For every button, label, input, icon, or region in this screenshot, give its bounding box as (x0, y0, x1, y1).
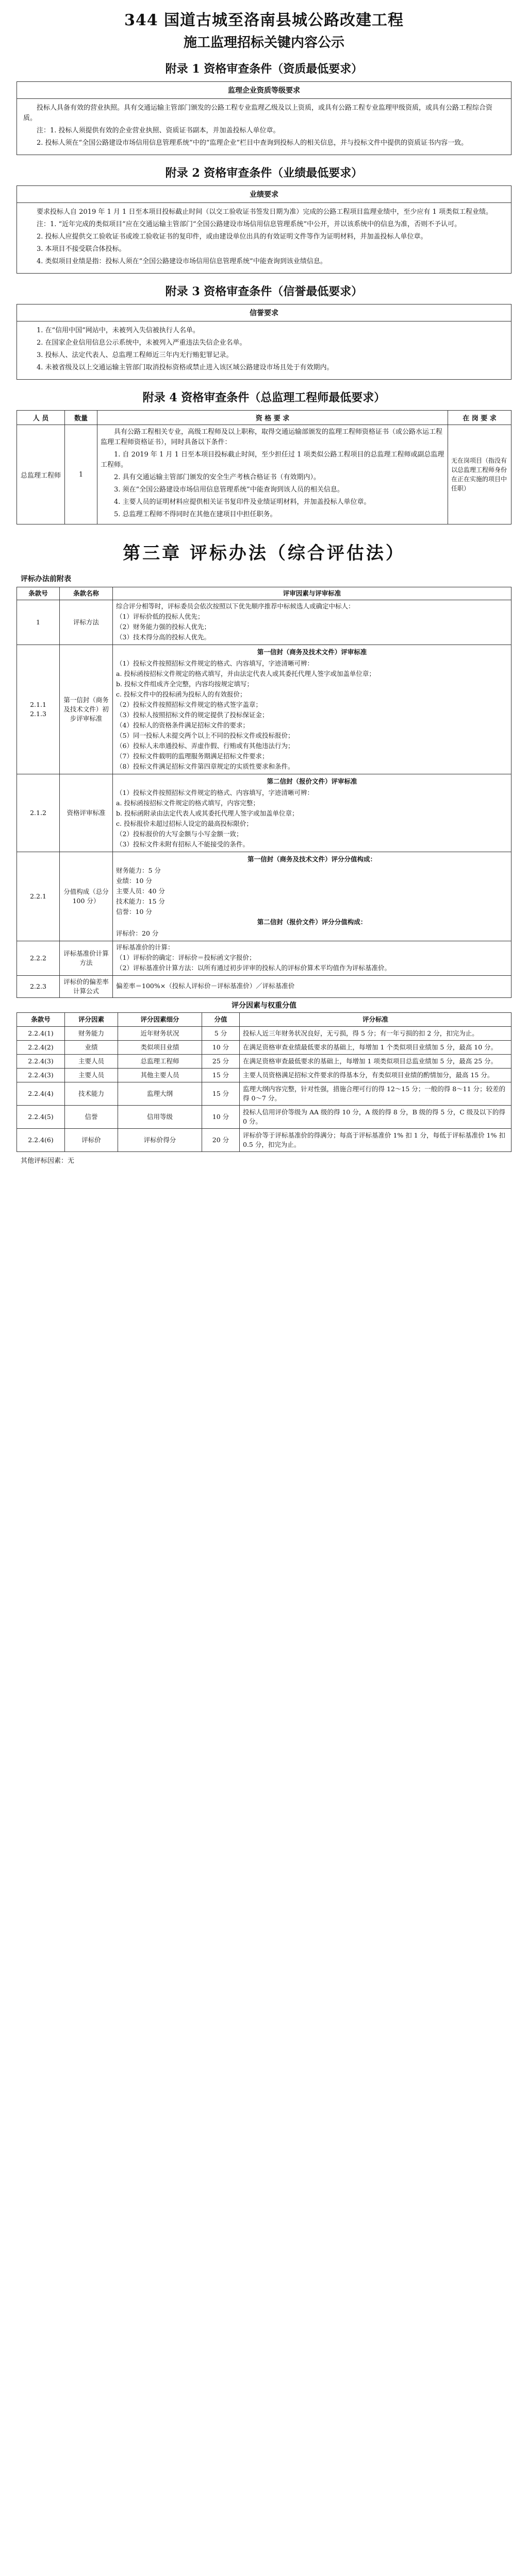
table-row (17, 1069, 512, 1082)
table-row (17, 941, 512, 976)
score-factor: 信誉 (65, 1106, 118, 1129)
column-header: 条款名称 (60, 587, 113, 600)
scoring-table (16, 1012, 512, 1152)
table-row (17, 852, 512, 941)
standard-line: c. 投标文件中的投标函为投标人的有效报价； (116, 690, 246, 698)
appendix-3-box (16, 304, 512, 380)
appendix-3-paragraph: 2. 在国家企业信用信息公示系统中，未被列入严重违法失信企业名单。 (37, 339, 246, 347)
appendix-2-title: 附录 2 资格审查条件（业绩最低要求） (165, 166, 363, 180)
standard-line: （1）评标价的确定：评标价＝投标函文字报价； (116, 954, 256, 961)
column-header: 在 岗 要 求 (448, 411, 512, 425)
appendix-4-table (16, 410, 512, 524)
appendix-1-paragraph: 投标人具备有效的营业执照。具有交通运输主管部门颁发的公路工程专业监理乙级及以上资质，或具有公路工程专业监理甲级资质，或具有公路工程综合资质。 (23, 104, 493, 122)
chapter-3-title: 第三章 评标办法（综合评估法） (123, 543, 405, 564)
appendix-3-paragraph: 1. 在“信用中国”网站中，未被列入失信被执行人名单。 (37, 327, 200, 334)
column-header: 评审因素与评审标准 (113, 587, 512, 600)
standard-line: （7）投标文件载明的监理服务期满足招标文件要求； (116, 752, 269, 760)
appendix-2-paragraph: 注：1. “近年完成的类似项目”应在交通运输主管部门“全国公路建设市场信用信息管理系统”中公开，并以该系统中的信息为准，否则不予认可。 (37, 221, 461, 228)
standard-line: （3）技术得分高的投标人优先。 (116, 633, 210, 641)
score-standard: 在满足资格审查业绩最低要求的基础上，每增加 1 个类似项目业绩加 5 分，最高 10 分。 (240, 1041, 512, 1055)
role-cell: 总监理工程师 (17, 425, 65, 524)
requirement-line: 4. 主要人员的证明材料应提供相关证书复印件及业绩证明材料，并加盖投标人单位章。 (114, 498, 371, 506)
standard-line: 业绩：10 分 (116, 877, 152, 885)
standard-line: a. 投标函按招标文件规定的格式填写，并由法定代表人或其委托代理人签字或加盖单位章； (116, 670, 375, 677)
score-subfactor: 近年财务状况 (118, 1027, 202, 1041)
document-title: 344 国道古城至洛南县城公路改建工程 (124, 11, 404, 29)
score-value: 10 分 (202, 1106, 240, 1129)
appendix-3-box-head: 信誉要求 (17, 304, 511, 321)
standard-line: 评标基准价的计算： (116, 943, 174, 951)
appendix-3-body (17, 321, 511, 379)
standard-line: （5）同一投标人未提交两个以上不同的投标文件或投标报价； (116, 732, 294, 739)
score-subfactor: 评标价得分 (118, 1129, 202, 1152)
score-standard: 主要人员资格满足招标文件要求的得基本分，有类似项目业绩的酌情加分，最高 15 分。 (240, 1069, 512, 1082)
score-factor: 业绩 (65, 1041, 118, 1055)
column-header: 人 员 (17, 411, 65, 425)
column-header: 数量 (65, 411, 97, 425)
clause-name: 评标价的偏差率计算公式 (60, 976, 113, 998)
clause-number: 2.2.4(5) (17, 1106, 65, 1129)
standard-line: 偏差率＝100%×（投标人评标价－评标基准价）／评标基准价 (116, 982, 295, 990)
requirements-cell (97, 425, 448, 524)
clause-number: 2.2.2 (17, 941, 60, 976)
table-row (17, 774, 512, 852)
standard-line: b. 投标函附录由法定代表人或其委托代理人签字或加盖单位章； (116, 809, 299, 817)
table-row (17, 645, 512, 774)
score-standard: 投标人近三年财务状况良好，无亏损，得 5 分；有一年亏损的扣 2 分，扣完为止。 (240, 1027, 512, 1041)
standard-line: （6）投标人未串通投标、弄虚作假、行贿或有其他违法行为； (116, 742, 294, 750)
appendix-1-box-head: 监理企业资质等级要求 (17, 82, 511, 99)
clause-standard (113, 941, 512, 976)
clause-name: 评标方法 (60, 600, 113, 645)
column-header: 评分因素细分 (118, 1013, 202, 1027)
standard-line: （2）评标基准价计算方法：以所有通过初步评审的投标人的评标价算术平均值作为评标基准价。 (116, 964, 391, 972)
footnote: 其他评标因素：无 (21, 1157, 75, 1165)
score-subfactor: 其他主要人员 (118, 1069, 202, 1082)
score-subfactor: 总监理工程师 (118, 1055, 202, 1069)
standard-line: （2）投标报价的大写金额与小写金额一致； (116, 830, 243, 838)
standard-line: 评标价：20 分 (116, 929, 159, 937)
standard-line: （1）评标价低的投标人优先； (116, 613, 204, 620)
clause-standard (113, 645, 512, 774)
appendix-2-paragraph: 3. 本项目不接受联合体投标。 (37, 245, 126, 253)
requirement-line: 5. 总监理工程师不得同时在其他在建项目中担任职务。 (114, 511, 277, 518)
appendix-2-body (17, 203, 511, 273)
score-value: 20 分 (202, 1129, 240, 1152)
requirement-line: 具有公路工程相关专业，高级工程师及以上职称，取得交通运输部颁发的监理工程师资格证书（或公路水运工程监理工程师资格证书），同时具备以下条件： (101, 428, 443, 446)
clause-standard (113, 976, 512, 998)
standard-line: a. 投标函按招标文件规定的格式填写，内容完整； (116, 799, 259, 807)
table-row (17, 1082, 512, 1106)
score-standard: 在满足资格审查最低要求的基础上，每增加 1 项类似项目总监业绩加 5 分，最高 25 分。 (240, 1055, 512, 1069)
clause-number: 2.2.1 (17, 852, 60, 941)
standard-line: （2）财务能力强的投标人优先； (116, 623, 210, 631)
appendix-1-body (17, 99, 511, 155)
standard-line: （8）投标文件满足招标文件第四章规定的实质性要求和条件。 (116, 762, 294, 770)
appendix-1-box (16, 81, 512, 155)
clause-number: 2.2.4(6) (17, 1129, 65, 1152)
table-row (17, 976, 512, 998)
table-row (17, 600, 512, 645)
requirement-line: 1. 自 2019 年 1 月 1 日至本项目投标截止时间，至少担任过 1 项类似公路工程项目的总监理工程师或副总监理工程师。 (101, 451, 444, 469)
score-standard: 投标人信用评价等级为 AA 级的得 10 分，A 级的得 8 分，B 级的得 5 分，C 级及以下的得 0 分。 (240, 1106, 512, 1129)
score-standard: 评标价等于评标基准价的得满分；每高于评标基准价 1% 扣 1 分，每低于评标基准价 1% 扣 0.5 分，扣完为止。 (240, 1129, 512, 1152)
clause-number: 2.2.3 (17, 976, 60, 998)
clause-number: 1 (17, 600, 60, 645)
clause-standard (113, 774, 512, 852)
column-header: 分值 (202, 1013, 240, 1027)
score-value: 5 分 (202, 1027, 240, 1041)
score-value: 10 分 (202, 1041, 240, 1055)
appendix-3-paragraph: 3. 投标人、法定代表人、总监理工程师近三年内无行贿犯罪记录。 (37, 351, 233, 359)
table-header-row (17, 587, 512, 600)
score-standard: 监理大纲内容完整，针对性强，措施合理可行的得 12～15 分；一般的得 8～11 分；较差的得 0～7 分。 (240, 1082, 512, 1106)
score-value: 15 分 (202, 1069, 240, 1082)
standard-line: 技术能力：15 分 (116, 897, 165, 905)
appendix-2-box-head: 业绩要求 (17, 186, 511, 203)
appendix-2-paragraph: 2. 投标人应提供交工验收证书或竣工验收证书的复印件，或由建设单位出具的有效证明文件等作为证明材料，并加盖投标人单位章。 (37, 233, 427, 241)
appendix-1-title: 附录 1 资格审查条件（资质最低要求） (165, 62, 363, 76)
score-factor: 财务能力 (65, 1027, 118, 1041)
appendix-4-title: 附录 4 资格审查条件（总监理工程师最低要求） (142, 391, 386, 404)
duty-cell: 无在岗项目（指没有以总监理工程师身份在正在实施的项目中任职） (448, 425, 512, 524)
table-row (17, 1041, 512, 1055)
score-value: 15 分 (202, 1082, 240, 1106)
document-page (6, 0, 522, 1165)
score-factor: 技术能力 (65, 1082, 118, 1106)
table-header-row (17, 1013, 512, 1027)
standard-line: 综合评分相等时，评标委员会依次按照以下优先顺序推荐中标候选人或确定中标人： (116, 602, 355, 610)
column-header: 评分因素 (65, 1013, 118, 1027)
standard-line: （2）投标文件按照招标文件规定的格式签字盖章； (116, 701, 262, 708)
clause-number: 2.2.4(3) (17, 1069, 65, 1082)
appendix-1-paragraph: 注：1. 投标人须提供有效的企业营业执照、资质证书副本，并加盖投标人单位章。 (37, 127, 280, 134)
score-factor: 评标价 (65, 1129, 118, 1152)
table-row (17, 1055, 512, 1069)
clause-number: 2.2.4(3) (17, 1055, 65, 1069)
clause-standard (113, 600, 512, 645)
appendix-2-box (16, 185, 512, 274)
standard-line: （1）投标文件按照招标文件规定的格式、内容填写，字迹清晰可辨： (116, 659, 314, 667)
requirement-line: 3. 须在“全国公路建设市场信用信息管理系统”中能查询到该人员的相关信息。 (114, 486, 344, 494)
clause-name: 第一信封（商务及技术文件）初步评审标准 (60, 645, 113, 774)
appendix-2-paragraph: 4. 类似项目业绩是指：投标人须在“全国公路建设市场信用信息管理系统”中能查询到该业绩信息。 (37, 258, 327, 265)
score-subfactor: 监理大纲 (118, 1082, 202, 1106)
table-row (17, 1106, 512, 1129)
clause-number: 2.2.4(2) (17, 1041, 65, 1055)
requirement-line: 2. 具有交通运输主管部门颁发的安全生产考核合格证书（有效期内）。 (114, 473, 321, 481)
standard-line: b. 投标文件组成齐全完整，内容均按规定填写； (116, 680, 253, 688)
appendix-3-title: 附录 3 资格审查条件（信誉最低要求） (165, 285, 363, 298)
standard-heading: 第一信封（商务及技术文件）评分分值构成： (247, 855, 376, 863)
standard-line: （3）投标文件未附有招标人不能接受的条件。 (116, 840, 249, 848)
standard-heading: 第二信封（报价文件）评审标准 (267, 777, 357, 785)
column-header: 条款号 (17, 1013, 65, 1027)
standard-line: 信誉：10 分 (116, 908, 152, 916)
column-header: 资 格 要 求 (97, 411, 448, 425)
table-row (17, 1027, 512, 1041)
clause-standard (113, 852, 512, 941)
score-factor: 主要人员 (65, 1055, 118, 1069)
standard-heading: 第二信封（报价文件）评分分值构成： (257, 918, 367, 926)
table-header-row (17, 411, 512, 425)
evaluation-table (16, 587, 512, 998)
standard-line: c. 投标报价未超过招标人设定的最高投标限价； (116, 820, 253, 827)
standard-line: （1）投标文件按照招标文件规定的格式、内容填写，字迹清晰可辨： (116, 789, 314, 796)
count-cell: 1 (65, 425, 97, 524)
table-row (17, 425, 512, 524)
clause-number: 2.1.1 2.1.3 (17, 645, 60, 774)
clause-name: 分值构成（总分 100 分） (60, 852, 113, 941)
appendix-1-paragraph: 2. 投标人须在“全国公路建设市场信用信息管理系统”中的“监理企业”栏目中查询到投标人的相关信息，并与投标文件中提供的资质证书内容一致。 (37, 139, 468, 147)
standard-line: （4）投标人的资格条件满足招标文件的要求； (116, 721, 249, 729)
column-header: 评分标准 (240, 1013, 512, 1027)
standard-heading: 第一信封（商务及技术文件）评审标准 (257, 648, 367, 656)
appendix-3-paragraph: 4. 未被省级及以上交通运输主管部门取消投标资格或禁止进入该区域公路建设市场且处于有效期内。 (37, 364, 334, 371)
score-subfactor: 类似项目业绩 (118, 1041, 202, 1055)
standard-line: 财务能力：5 分 (116, 867, 161, 874)
column-header: 条款号 (17, 587, 60, 600)
scoring-table-caption: 评分因素与权重分值 (232, 1002, 296, 1010)
clause-name: 评标基准价计算方法 (60, 941, 113, 976)
clause-name: 资格评审标准 (60, 774, 113, 852)
document-subtitle: 施工监理招标关键内容公示 (183, 35, 344, 50)
standard-line: 主要人员：40 分 (116, 887, 165, 895)
clause-number: 2.1.2 (17, 774, 60, 852)
standard-line: （3）投标人按照招标文件的规定提供了投标保证金； (116, 711, 269, 719)
clause-number: 2.2.4(4) (17, 1082, 65, 1106)
evaluation-table-caption: 评标办法前附表 (21, 575, 71, 583)
table-row (17, 1129, 512, 1152)
score-value: 25 分 (202, 1055, 240, 1069)
clause-number: 2.2.4(1) (17, 1027, 65, 1041)
score-factor: 主要人员 (65, 1069, 118, 1082)
score-subfactor: 信用等级 (118, 1106, 202, 1129)
appendix-2-paragraph: 要求投标人自 2019 年 1 月 1 日至本项目投标截止时间（以交工验收证书签发日期为准）完成的公路工程项目监理业绩中，至少应有 1 项类似工程业绩。 (37, 208, 492, 216)
